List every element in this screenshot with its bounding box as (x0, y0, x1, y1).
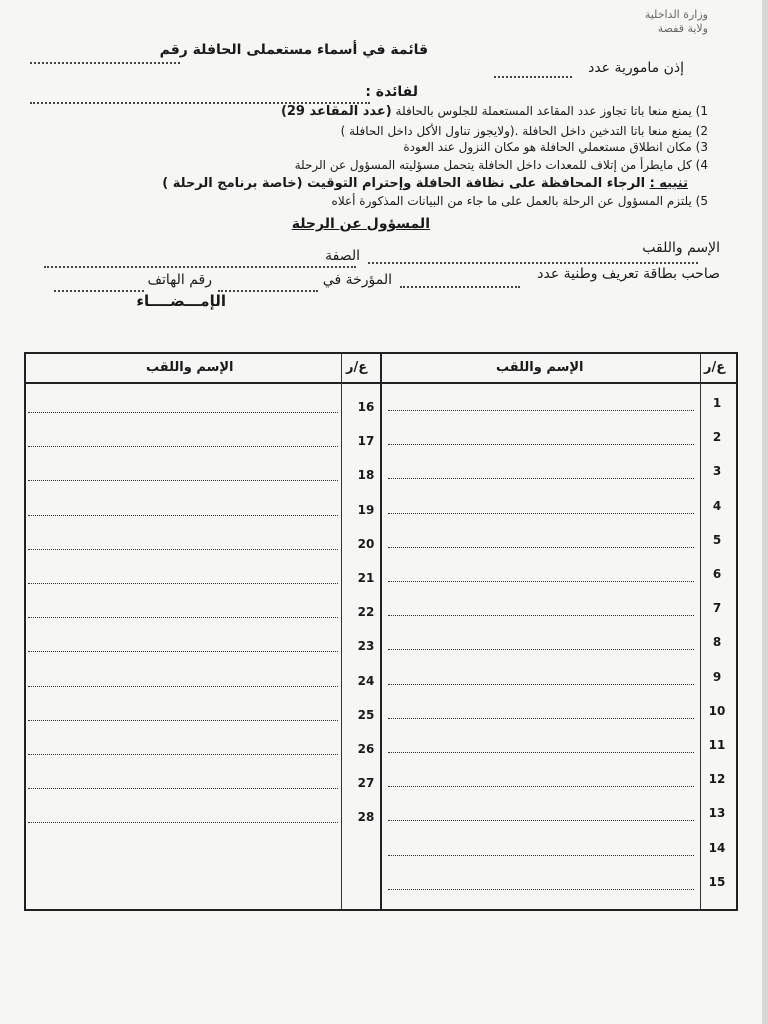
passenger-name-line[interactable] (388, 478, 694, 479)
id-card-label: صاحب بطاقة تعريف وطنية عدد (537, 266, 720, 282)
phone-field[interactable] (54, 290, 144, 292)
passenger-name-line[interactable] (28, 515, 338, 516)
rule-2: 2) يمنع منعا باتا التدخين داخل الحافلة .(ولايجوز تناول الأكل داخل الحافلة ) (340, 124, 708, 138)
signature-label: الإمـــضــــاء (136, 292, 226, 310)
passenger-name-line[interactable] (28, 754, 338, 755)
row-number: 12 (708, 772, 726, 787)
row-number: 5 (712, 532, 722, 547)
passenger-name-line[interactable] (388, 649, 694, 650)
dated-field[interactable] (218, 290, 318, 292)
rule-4: 4) كل مايطرأ من إتلاف للمعدات داخل الحافلة يتحمل مسؤليته المسؤول عن الرحلة (294, 158, 708, 172)
passenger-name-line[interactable] (388, 820, 694, 821)
passenger-table (24, 352, 738, 911)
passenger-name-line[interactable] (388, 410, 694, 411)
right-name-header: الإسم واللقب (496, 360, 584, 375)
left-num-divider (341, 354, 342, 909)
passenger-name-line[interactable] (388, 444, 694, 445)
row-number: 7 (712, 601, 722, 616)
passenger-name-line[interactable] (28, 480, 338, 481)
seats-note: (عدد المقاعد 29) (280, 104, 392, 119)
row-number: 2 (712, 430, 722, 445)
row-number: 11 (708, 738, 726, 752)
left-name-header: الإسم واللقب (146, 360, 234, 375)
page-edge (762, 0, 768, 1024)
rule-3: 3) مكان انطلاق مستعملي الحافلة هو مكان النزول عند العودة (403, 140, 708, 154)
row-number: 14 (708, 840, 726, 855)
passenger-name-line[interactable] (388, 786, 694, 787)
ministry-line-2: ولاية قفصة (657, 22, 708, 35)
responsible-name-field[interactable] (368, 262, 698, 264)
right-num-header: ع/ر (704, 360, 726, 375)
passenger-name-line[interactable] (388, 615, 694, 616)
row-number: 4 (712, 498, 722, 513)
beneficiary-label: لفائدة : (365, 84, 418, 100)
rule-1 (281, 104, 708, 119)
passenger-name-line[interactable] (388, 889, 694, 890)
row-number: 16 (357, 400, 375, 414)
responsible-role-field[interactable] (44, 266, 356, 268)
row-number: 27 (357, 776, 375, 791)
phone-label: رقم الهاتف (147, 272, 212, 288)
passenger-name-line[interactable] (28, 686, 338, 687)
row-number: 26 (357, 742, 375, 756)
passenger-name-line[interactable] (28, 617, 338, 618)
passenger-name-line[interactable] (388, 513, 694, 514)
row-number: 18 (357, 468, 375, 483)
page-title: قائمة في أسماء مستعملى الحافلة رقم (159, 42, 428, 58)
passenger-name-line[interactable] (388, 581, 694, 582)
passenger-name-line[interactable] (28, 446, 338, 447)
passenger-name-line[interactable] (28, 720, 338, 721)
row-number: 1 (712, 396, 722, 410)
row-number: 17 (357, 434, 375, 449)
passenger-name-line[interactable] (388, 855, 694, 856)
responsible-heading: المسؤول عن الرحلة (291, 216, 430, 232)
ministry-line-1: وزارة الداخلية (644, 8, 708, 21)
passenger-name-line[interactable] (28, 583, 338, 584)
bus-number-field[interactable] (30, 62, 180, 64)
row-number: 3 (712, 464, 722, 479)
row-number: 13 (708, 806, 726, 821)
row-number: 22 (357, 605, 375, 620)
dated-label: المؤرخة في (322, 272, 392, 288)
row-number: 24 (357, 673, 375, 688)
rule-1-text: 1) يمنع منعا باتا تجاوز عدد المقاعد المستعملة للجلوس بالحافلة (395, 104, 708, 118)
row-number: 19 (357, 502, 375, 517)
right-num-divider (700, 354, 701, 909)
rule-5: 5) يلتزم المسؤول عن الرحلة بالعمل على ما جاء من البيانات المذكورة أعلاه (331, 194, 708, 208)
row-number: 28 (357, 810, 375, 825)
passenger-name-line[interactable] (388, 752, 694, 753)
id-card-field[interactable] (400, 286, 520, 288)
ministry-header (645, 8, 708, 36)
responsible-role-label: الصفة (325, 248, 360, 264)
warning-label: تنبيه : (649, 176, 688, 191)
passenger-name-line[interactable] (28, 651, 338, 652)
passenger-name-line[interactable] (28, 788, 338, 789)
warning-line (162, 176, 688, 191)
row-number: 9 (712, 669, 722, 684)
responsible-name-label: الإسم واللقب (642, 240, 720, 256)
passenger-name-line[interactable] (388, 684, 694, 685)
warning-text: الرجاء المحافظة على نظافة الحافلة وإحترام التوقيت (خاصة برنامج الرحلة ) (162, 176, 646, 191)
passenger-name-line[interactable] (388, 547, 694, 548)
mission-order-label: إذن مامورية عدد (588, 60, 684, 76)
row-number: 8 (712, 635, 722, 650)
passenger-name-line[interactable] (28, 412, 338, 413)
row-number: 6 (712, 567, 722, 581)
row-number: 10 (708, 703, 726, 718)
row-number: 20 (357, 536, 375, 551)
row-number: 15 (708, 874, 726, 889)
passenger-name-line[interactable] (28, 549, 338, 550)
mission-order-field[interactable] (494, 76, 572, 78)
row-number: 21 (357, 571, 375, 585)
passenger-name-line[interactable] (388, 718, 694, 719)
row-number: 25 (357, 707, 375, 722)
left-num-header: ع/ر (346, 360, 368, 375)
row-number: 23 (357, 639, 375, 654)
passenger-name-line[interactable] (28, 822, 338, 823)
